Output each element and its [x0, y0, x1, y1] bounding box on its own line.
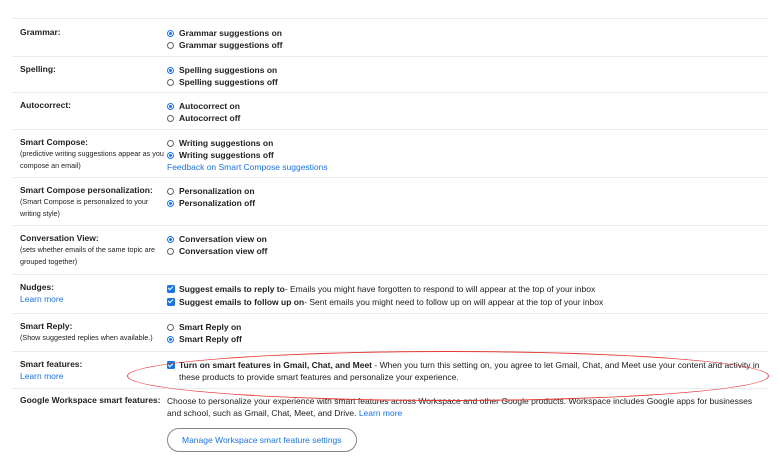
radio-unselected-icon[interactable] — [167, 42, 174, 49]
autocorrect-label: Autocorrect: — [20, 100, 72, 110]
smart-compose-label: Smart Compose: — [20, 137, 89, 147]
nudges-row — [12, 274, 768, 313]
personalization-on-option[interactable]: Personalization on — [167, 185, 768, 197]
personalization-label: Smart Compose personalization: — [20, 185, 153, 195]
smart-features-checkbox-row[interactable] — [167, 359, 768, 383]
conversation-view-description: (sets whether emails of the same topic are grouped together) — [20, 245, 156, 266]
nudges-label: Nudges: — [20, 282, 54, 292]
workspace-label: Google Workspace smart features: — [20, 395, 161, 405]
workspace-description: Choose to personalize your experience with smart features across Workspace and other Google products. Workspace includes Google apps for businesses and school, such as Gmail, Chat, Meet, and Drive. — [167, 396, 753, 418]
smart-reply-on-option[interactable]: Smart Reply on — [167, 321, 768, 333]
radio-selected-icon[interactable] — [167, 30, 174, 37]
smart-features-row — [12, 351, 768, 388]
suggest-follow-up-checkbox-row[interactable]: Suggest emails to follow up on - Sent emails you might need to follow up on will appear at the top of your inbox — [167, 295, 768, 308]
smart-reply-description: (Show suggested replies when available.) — [20, 333, 153, 342]
spelling-on-option[interactable]: Spelling suggestions on — [167, 64, 768, 76]
conversation-view-label: Conversation View: — [20, 233, 99, 243]
checkbox-checked-icon[interactable] — [167, 298, 175, 306]
conversation-view-row — [12, 225, 768, 274]
suggest-reply-checkbox-row[interactable]: Suggest emails to reply to - Emails you might have forgotten to respond to will appear at the top of your inbox — [167, 282, 768, 295]
radio-unselected-icon[interactable] — [167, 140, 174, 147]
writing-suggestions-off-option[interactable]: Writing suggestions off — [167, 149, 768, 161]
checkbox-checked-icon[interactable] — [167, 285, 175, 293]
workspace-learn-more-link[interactable]: Learn more — [358, 408, 403, 418]
smart-compose-feedback-link[interactable]: Feedback on Smart Compose suggestions — [167, 162, 328, 172]
autocorrect-on-option[interactable]: Autocorrect on — [167, 100, 768, 112]
radio-selected-icon[interactable] — [167, 336, 174, 343]
smart-compose-row — [12, 129, 768, 177]
spelling-row — [12, 56, 768, 92]
smart-features-description: - When you turn this setting on, you agree to let Gmail, Chat, and Meet use your content and activity in these products to provide smart features and personalize your experience. — [179, 360, 760, 382]
conversation-view-on-option[interactable]: Conversation view on — [167, 233, 768, 245]
checkbox-checked-icon[interactable] — [167, 361, 175, 369]
radio-selected-icon[interactable] — [167, 103, 174, 110]
radio-selected-icon[interactable] — [167, 200, 174, 207]
nudges-learn-more-link[interactable]: Learn more — [20, 294, 64, 304]
autocorrect-off-option[interactable]: Autocorrect off — [167, 112, 768, 124]
grammar-on-option[interactable]: Grammar suggestions on — [167, 27, 768, 39]
radio-unselected-icon[interactable] — [167, 115, 174, 122]
personalization-off-option[interactable]: Personalization off — [167, 197, 768, 209]
radio-unselected-icon[interactable] — [167, 324, 174, 331]
manage-workspace-settings-button[interactable]: Manage Workspace smart feature settings — [167, 428, 357, 452]
grammar-off-option[interactable]: Grammar suggestions off — [167, 39, 768, 51]
writing-suggestions-on-option[interactable]: Writing suggestions on — [167, 137, 768, 149]
smart-features-title: Turn on smart features in Gmail, Chat, and Meet — [179, 360, 373, 370]
smart-compose-description: (predictive writing suggestions appear as you compose an email) — [20, 149, 164, 170]
smart-reply-off-option[interactable]: Smart Reply off — [167, 333, 768, 345]
radio-unselected-icon[interactable] — [167, 188, 174, 195]
personalization-description: (Smart Compose is personalized to your writing style) — [20, 197, 149, 218]
workspace-smart-features-row — [12, 388, 768, 454]
spelling-label: Spelling: — [20, 64, 56, 74]
autocorrect-row — [12, 92, 768, 129]
grammar-label: Grammar: — [20, 27, 61, 37]
settings-list — [12, 18, 768, 454]
smart-features-label: Smart features: — [20, 359, 83, 369]
radio-unselected-icon[interactable] — [167, 248, 174, 255]
smart-compose-personalization-row — [12, 177, 768, 225]
conversation-view-off-option[interactable]: Conversation view off — [167, 245, 768, 257]
radio-unselected-icon[interactable] — [167, 79, 174, 86]
smart-reply-label: Smart Reply: — [20, 321, 73, 331]
smart-reply-row — [12, 313, 768, 351]
radio-selected-icon[interactable] — [167, 152, 174, 159]
radio-selected-icon[interactable] — [167, 236, 174, 243]
grammar-row — [12, 18, 768, 56]
spelling-off-option[interactable]: Spelling suggestions off — [167, 76, 768, 88]
smart-features-learn-more-link[interactable]: Learn more — [20, 371, 64, 381]
radio-selected-icon[interactable] — [167, 67, 174, 74]
